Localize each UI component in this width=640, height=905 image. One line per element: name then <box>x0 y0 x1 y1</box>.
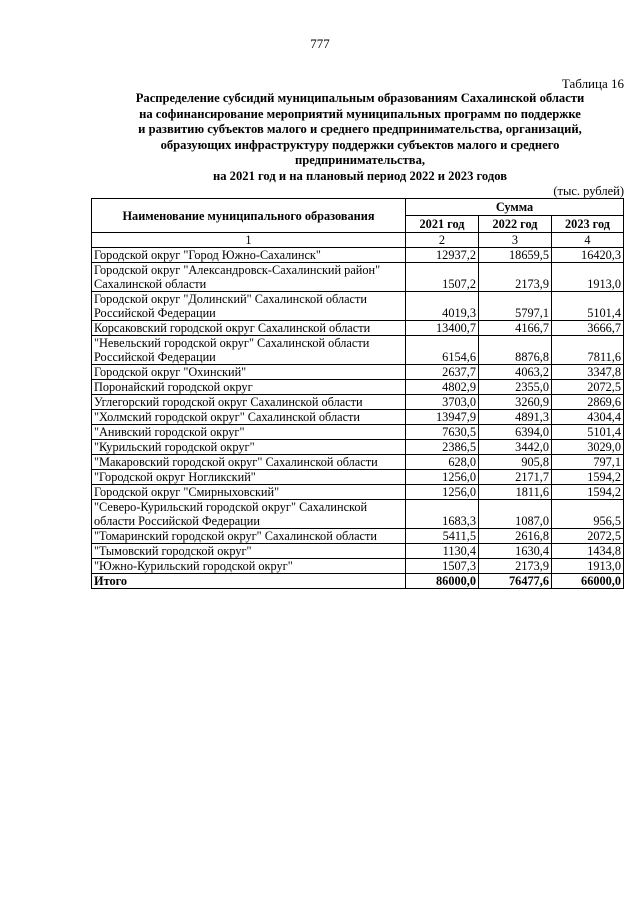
value-2022: 2616,8 <box>479 529 552 544</box>
total-2023: 66000,0 <box>552 574 624 589</box>
title-line: Распределение субсидий муниципальным образованиям Сахалинской области <box>135 91 585 105</box>
table-row <box>92 395 624 410</box>
value-2022: 3260,9 <box>479 395 552 410</box>
header-year-2023: 2023 год <box>552 216 624 233</box>
value-2021: 1507,3 <box>406 559 479 574</box>
municipality-name: "Курильский городской округ" <box>92 440 406 455</box>
municipality-name: "Невельский городской округ" Сахалинской области Российской Федерации <box>92 336 406 365</box>
value-2023: 956,5 <box>552 500 624 529</box>
header-name: Наименование муниципального образования <box>92 199 406 233</box>
page-number: 777 <box>310 36 330 51</box>
value-2023: 2072,5 <box>552 529 624 544</box>
value-2021: 1130,4 <box>406 544 479 559</box>
header-sum: Сумма <box>406 199 624 216</box>
value-2023: 3029,0 <box>552 440 624 455</box>
table-row <box>92 263 624 292</box>
table-row <box>92 485 624 500</box>
table-title <box>110 91 610 184</box>
municipality-name: Городской округ "Город Южно-Сахалинск" <box>92 248 406 263</box>
municipality-name: Поронайский городской округ <box>92 380 406 395</box>
table-row <box>92 365 624 380</box>
title-line: образующих инфраструктуру поддержки субъектов малого и среднего <box>160 137 560 152</box>
title-line: на 2021 год и на плановый период 2022 и 2023 годов <box>212 168 508 183</box>
header-year-2022: 2022 год <box>479 216 552 233</box>
value-2022: 8876,8 <box>479 336 552 365</box>
total-label: Итого <box>92 574 406 589</box>
value-2023: 16420,3 <box>552 248 624 263</box>
value-2021: 6154,6 <box>406 336 479 365</box>
municipality-name: "Томаринский городской округ" Сахалинской области <box>92 529 406 544</box>
table-row <box>92 455 624 470</box>
value-2022: 4166,7 <box>479 321 552 336</box>
table-row <box>92 559 624 574</box>
municipality-name: "Тымовский городской округ" <box>92 544 406 559</box>
value-2023: 3347,8 <box>552 365 624 380</box>
value-2021: 1256,0 <box>406 470 479 485</box>
value-2021: 628,0 <box>406 455 479 470</box>
value-2023: 5101,4 <box>552 292 624 321</box>
value-2023: 1594,2 <box>552 470 624 485</box>
value-2021: 2386,5 <box>406 440 479 455</box>
table-row <box>92 440 624 455</box>
value-2022: 4063,2 <box>479 365 552 380</box>
table-row <box>92 425 624 440</box>
value-2021: 2637,7 <box>406 365 479 380</box>
value-2023: 4304,4 <box>552 410 624 425</box>
value-2023: 3666,7 <box>552 321 624 336</box>
value-2023: 1913,0 <box>552 263 624 292</box>
value-2022: 3442,0 <box>479 440 552 455</box>
table-row <box>92 380 624 395</box>
units-label: (тыс. рублей) <box>553 184 624 198</box>
total-2021: 86000,0 <box>406 574 479 589</box>
municipality-name: Городской округ "Александровск-Сахалинский район" Сахалинской области <box>92 263 406 292</box>
municipality-name: Корсаковский городской округ Сахалинской области <box>92 321 406 336</box>
municipality-name: "Холмский городской округ" Сахалинской области <box>92 410 406 425</box>
value-2021: 5411,5 <box>406 529 479 544</box>
title-line: предпринимательства, <box>294 153 426 167</box>
value-2022: 6394,0 <box>479 425 552 440</box>
municipality-name: "Городской округ Ногликский" <box>92 470 406 485</box>
value-2022: 2173,9 <box>479 263 552 292</box>
column-number: 1 <box>92 233 406 248</box>
value-2022: 1087,0 <box>479 500 552 529</box>
value-2023: 2072,5 <box>552 380 624 395</box>
value-2022: 4891,3 <box>479 410 552 425</box>
table-row <box>92 470 624 485</box>
value-2023: 5101,4 <box>552 425 624 440</box>
value-2021: 13947,9 <box>406 410 479 425</box>
value-2023: 1594,2 <box>552 485 624 500</box>
municipality-name: Городской округ "Долинский" Сахалинской области Российской Федерации <box>92 292 406 321</box>
table-row <box>92 500 624 529</box>
municipality-name: "Южно-Курильский городской округ" <box>92 559 406 574</box>
table-label: Таблица 16 <box>561 76 624 91</box>
value-2022: 2355,0 <box>479 380 552 395</box>
header-year-2021: 2021 год <box>406 216 479 233</box>
column-number: 2 <box>406 233 479 248</box>
table-row <box>92 248 624 263</box>
value-2021: 12937,2 <box>406 248 479 263</box>
value-2021: 1683,3 <box>406 500 479 529</box>
value-2022: 2173,9 <box>479 559 552 574</box>
table-row <box>92 410 624 425</box>
value-2021: 7630,5 <box>406 425 479 440</box>
value-2023: 1913,0 <box>552 559 624 574</box>
value-2021: 3703,0 <box>406 395 479 410</box>
value-2021: 4019,3 <box>406 292 479 321</box>
column-number: 3 <box>479 233 552 248</box>
municipality-name: "Макаровский городской округ" Сахалинской области <box>92 455 406 470</box>
column-number: 4 <box>552 233 624 248</box>
value-2023: 2869,6 <box>552 395 624 410</box>
table-row <box>92 336 624 365</box>
value-2021: 1507,2 <box>406 263 479 292</box>
total-row <box>92 574 624 589</box>
value-2022: 1630,4 <box>479 544 552 559</box>
title-line: на софинансирование мероприятий муниципальных программ по поддержке <box>139 106 581 121</box>
value-2021: 4802,9 <box>406 380 479 395</box>
value-2022: 2171,7 <box>479 470 552 485</box>
municipality-name: Углегорский городской округ Сахалинской области <box>92 395 406 410</box>
value-2021: 13400,7 <box>406 321 479 336</box>
value-2022: 1811,6 <box>479 485 552 500</box>
municipality-name: Городской округ "Смирныховский" <box>92 485 406 500</box>
value-2023: 797,1 <box>552 455 624 470</box>
municipality-name: "Анивский городской округ" <box>92 425 406 440</box>
municipality-name: "Северо-Курильский городской округ" Сахалинской области Российской Федерации <box>92 500 406 529</box>
column-number-row <box>92 233 624 248</box>
title-line: и развитию субъектов малого и среднего предпринимательства, организаций, <box>138 122 582 136</box>
table-row <box>92 544 624 559</box>
value-2022: 905,8 <box>479 455 552 470</box>
table-body <box>92 233 624 589</box>
municipality-name: Городской округ "Охинский" <box>92 365 406 380</box>
value-2021: 1256,0 <box>406 485 479 500</box>
table-row <box>92 529 624 544</box>
value-2023: 1434,8 <box>552 544 624 559</box>
value-2022: 18659,5 <box>479 248 552 263</box>
table-row <box>92 292 624 321</box>
subsidies-table <box>91 198 624 589</box>
value-2022: 5797,1 <box>479 292 552 321</box>
value-2023: 7811,6 <box>552 336 624 365</box>
total-2022: 76477,6 <box>479 574 552 589</box>
table-row <box>92 321 624 336</box>
